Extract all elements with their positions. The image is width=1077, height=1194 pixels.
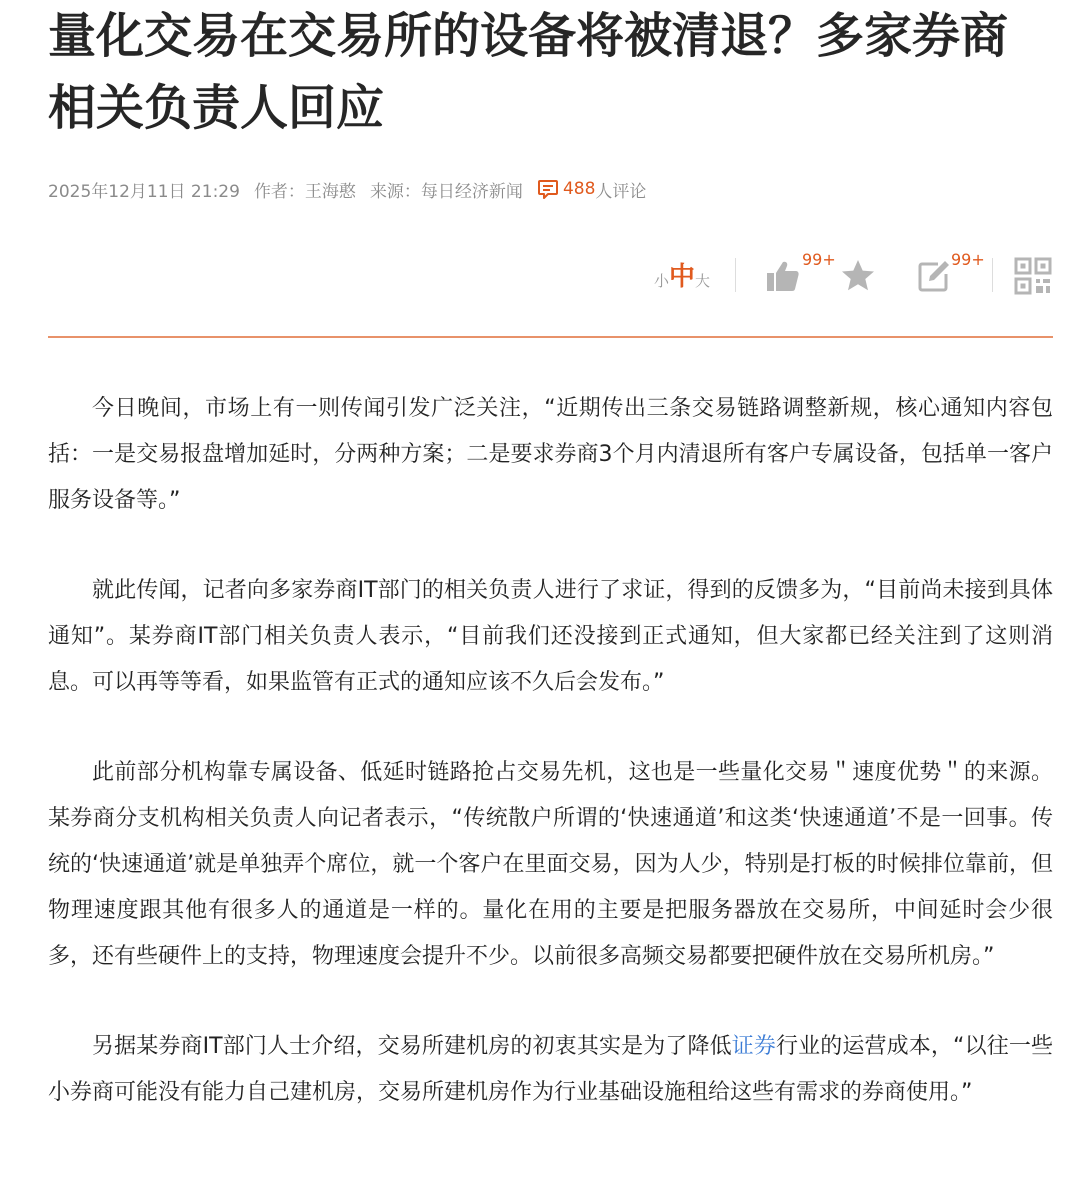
thumbs-up-icon (765, 258, 801, 294)
comments-link[interactable] (537, 177, 646, 202)
article-meta (48, 176, 646, 202)
font-large-option[interactable]: 大 (695, 272, 711, 290)
article-paragraph (48, 1024, 1053, 1116)
securities-link[interactable]: 证券 (731, 1034, 776, 1059)
comment-count[interactable]: 488 (562, 179, 596, 199)
paragraph-text: 另据某券商IT部门人士介绍，交易所建机房的初衷其实是为了降低 (92, 1034, 732, 1059)
write-comment-button[interactable] (916, 258, 952, 294)
article-body (48, 386, 1053, 1160)
header-divider (48, 336, 1053, 338)
source: 来源：每日经济新闻 (369, 181, 523, 202)
qr-code-button[interactable] (1014, 257, 1052, 295)
article-paragraph: 此前部分机构靠专属设备、低延时链路抢占交易先机，这也是一些量化交易＂速度优势＂的来源。某券商分支机构相关负责人向记者表示，“传统散户所谓的‘快速通道’和这类‘快速通道’不是一回事。传统的‘快速通道’就是单独弄个席位，就一个客户在里面交易，因为人少，特别是打板的时候排位靠前，但物理速度跟其他有很多人的通道是一样的。量化在用的主要是把服务器放在交易所，中间延时会少很多，还有些硬件上的支持，物理速度会提升不少。以前很多高频交易都要把硬件放在交易所机房。” (48, 760, 1053, 969)
toolbar-divider (735, 258, 736, 292)
article-toolbar (640, 250, 1053, 300)
article-paragraph: 就此传闻，记者向多家券商IT部门的相关负责人进行了求证，得到的反馈多为，“目前尚未接到具体通知”。某券商IT部门相关负责人表示，“目前我们还没接到正式通知，但大家都已经关注到了这则消息。可以再等等看，如果监管有正式的通知应该不久后会发布。” (48, 578, 1053, 695)
comment-suffix[interactable]: 人评论 (595, 181, 647, 202)
paragraph-text: 行业的运营成本，“以往一些小券商可能没有能力自己建机房，交易所建机房作为行业基础设施租给这些有需求的券商使用。” (48, 1034, 1053, 1105)
qr-code-icon (1014, 257, 1052, 295)
comment-count-badge: 99+ (951, 250, 985, 269)
article-title: 量化交易在交易所的设备将被清退？多家券商相关负责人回应 (48, 8, 1009, 136)
like-count-badge: 99+ (802, 250, 836, 269)
author: 作者：王海憨 (253, 181, 356, 202)
star-icon (840, 258, 876, 294)
favorite-button[interactable] (840, 258, 876, 294)
comment-bubble-icon (537, 178, 559, 200)
publish-datetime: 2025年12月11日 21:29 (48, 181, 240, 202)
like-button[interactable] (765, 258, 801, 294)
font-small-option[interactable]: 小 (654, 272, 670, 290)
font-medium-option[interactable]: 中 (669, 262, 696, 292)
article-paragraph: 今日晚间，市场上有一则传闻引发广泛关注，“近期传出三条交易链路调整新规，核心通知内容包括：一是交易报盘增加延时，分两种方案；二是要求券商3个月内清退所有客户专属设备，包括单一客户服务设备等。” (48, 396, 1053, 513)
edit-icon (916, 258, 952, 294)
toolbar-divider (992, 258, 993, 292)
font-size-switcher[interactable] (654, 258, 710, 292)
